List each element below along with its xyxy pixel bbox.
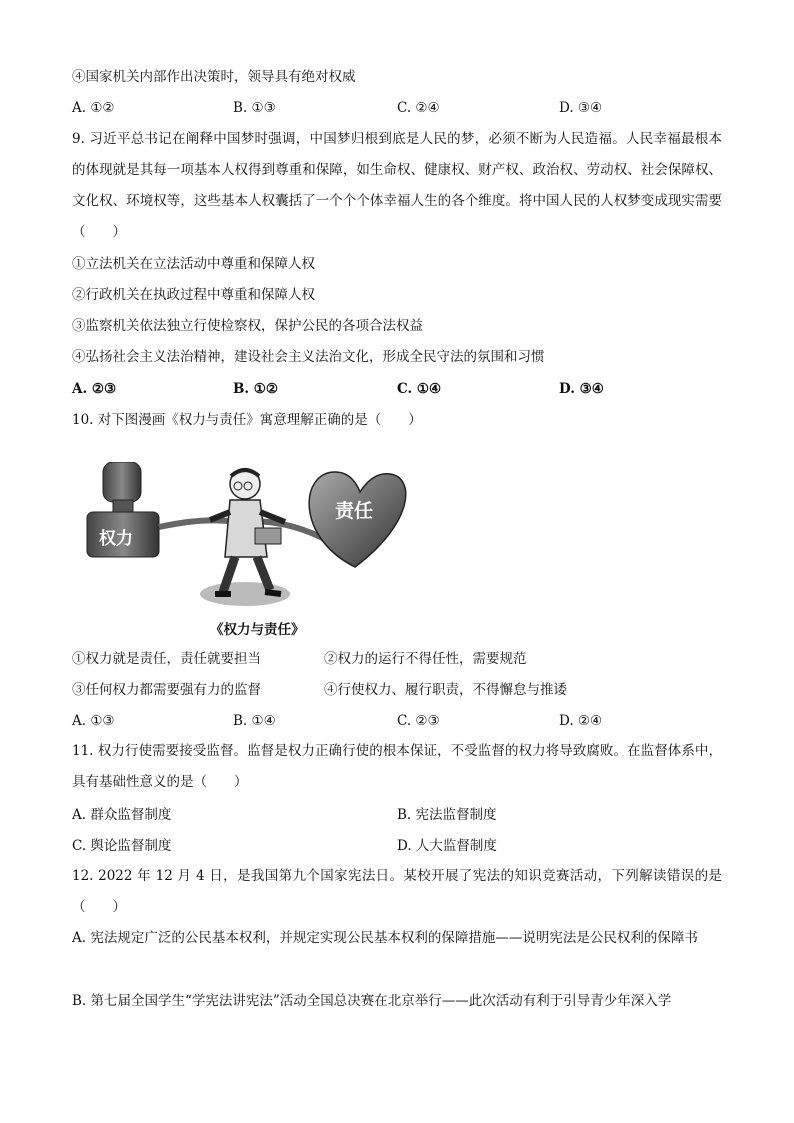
q10-item-4: ④行使权力、履行职责，不得懈怠与推诿 (324, 682, 567, 698)
q12-stem: 12. 2022 年 12 月 4 日，是我国第九个国家宪法日。某校开展了宪法的知识竞赛活动，下列解读错误的是（ ） (72, 868, 722, 915)
q11-option-c: C. 舆论监督制度 (72, 838, 172, 854)
q11-option-b: B. 宪法监督制度 (397, 807, 497, 823)
q8-option-d: D. ③④ (559, 100, 603, 116)
q9-item-2: ②行政机关在执政过程中尊重和保障人权 (72, 287, 315, 303)
q10-option-d: D. ②④ (559, 713, 603, 729)
q8-item-4: ④国家机关内部作出决策时，领导具有绝对权威 (72, 69, 356, 85)
q10-item-1: ①权力就是责任，责任就要担当 (72, 651, 261, 667)
q11-option-a: A. 群众监督制度 (72, 807, 172, 823)
q9-item-1: ①立法机关在立法活动中尊重和保障人权 (72, 256, 315, 272)
responsibility-label: 责任 (335, 500, 374, 522)
cartoon-caption: 《权力与责任》 (210, 622, 305, 638)
power-stamp (87, 462, 159, 557)
q9-item-4: ④弘扬社会主义法治精神，建设社会主义法治文化，形成全民守法的氛围和习惯 (72, 349, 545, 365)
q8-option-c: C. ②④ (397, 100, 440, 116)
q10-item-2: ②权力的运行不得任性，需要规范 (324, 651, 527, 667)
q10-option-c: C. ②③ (397, 713, 440, 729)
q9-stem: 9. 习近平总书记在阐释中国梦时强调，中国梦归根到底是人民的梦，必须不断为人民造福。人民幸福最根本的体现就是其每一项基本人权得到尊重和保障，如生命权、健康权、财产权、政治权、劳动权、社会保障权、文化权、环境权等，这些基本人权囊括了一个个个体幸福人生的各个维度。将中国人民的人权梦变成现实需要（ ） (72, 131, 722, 240)
q10-stem: 10. 对下图漫画《权力与责任》寓意理解正确的是（ ） (72, 412, 422, 428)
q12-option-a: A. 宪法规定广泛的公民基本权利，并规定实现公民基本权利的保障措施——说明宪法是公民权利的保障书 (72, 930, 698, 946)
q12-option-b: B. 第七届全国学生“学宪法讲宪法”活动全国总决赛在北京举行——此次活动有利于引导青少年深入学 (72, 993, 672, 1009)
q9-item-3: ③监察机关依法独立行使检察权，保护公民的各项合法权益 (72, 318, 423, 334)
q8-option-b: B. ①③ (233, 100, 276, 116)
q9-option-c: C. ①④ (397, 381, 442, 397)
q10-item-3: ③任何权力都需要强有力的监督 (72, 682, 261, 698)
q9-option-d: D. ③④ (559, 381, 604, 397)
power-label: 权力 (99, 529, 133, 549)
q10-option-b: B. ①④ (233, 713, 276, 729)
q9-option-b: B. ①② (233, 381, 279, 397)
q11-option-d: D. 人大监督制度 (397, 838, 497, 854)
cartoon-power-and-responsibility (85, 462, 415, 637)
q10-option-a: A. ①③ (72, 713, 115, 729)
q11-stem: 11. 权力行使需要接受监督。监督是权力正确行使的根本保证，不受监督的权力将导致腐败。在监督体系中，具有基础性意义的是（ ） (72, 743, 722, 790)
responsibility-heart (309, 472, 406, 567)
q9-option-a: A. ②③ (72, 381, 117, 397)
official-figure (200, 469, 290, 606)
q8-option-a: A. ①② (72, 100, 115, 116)
